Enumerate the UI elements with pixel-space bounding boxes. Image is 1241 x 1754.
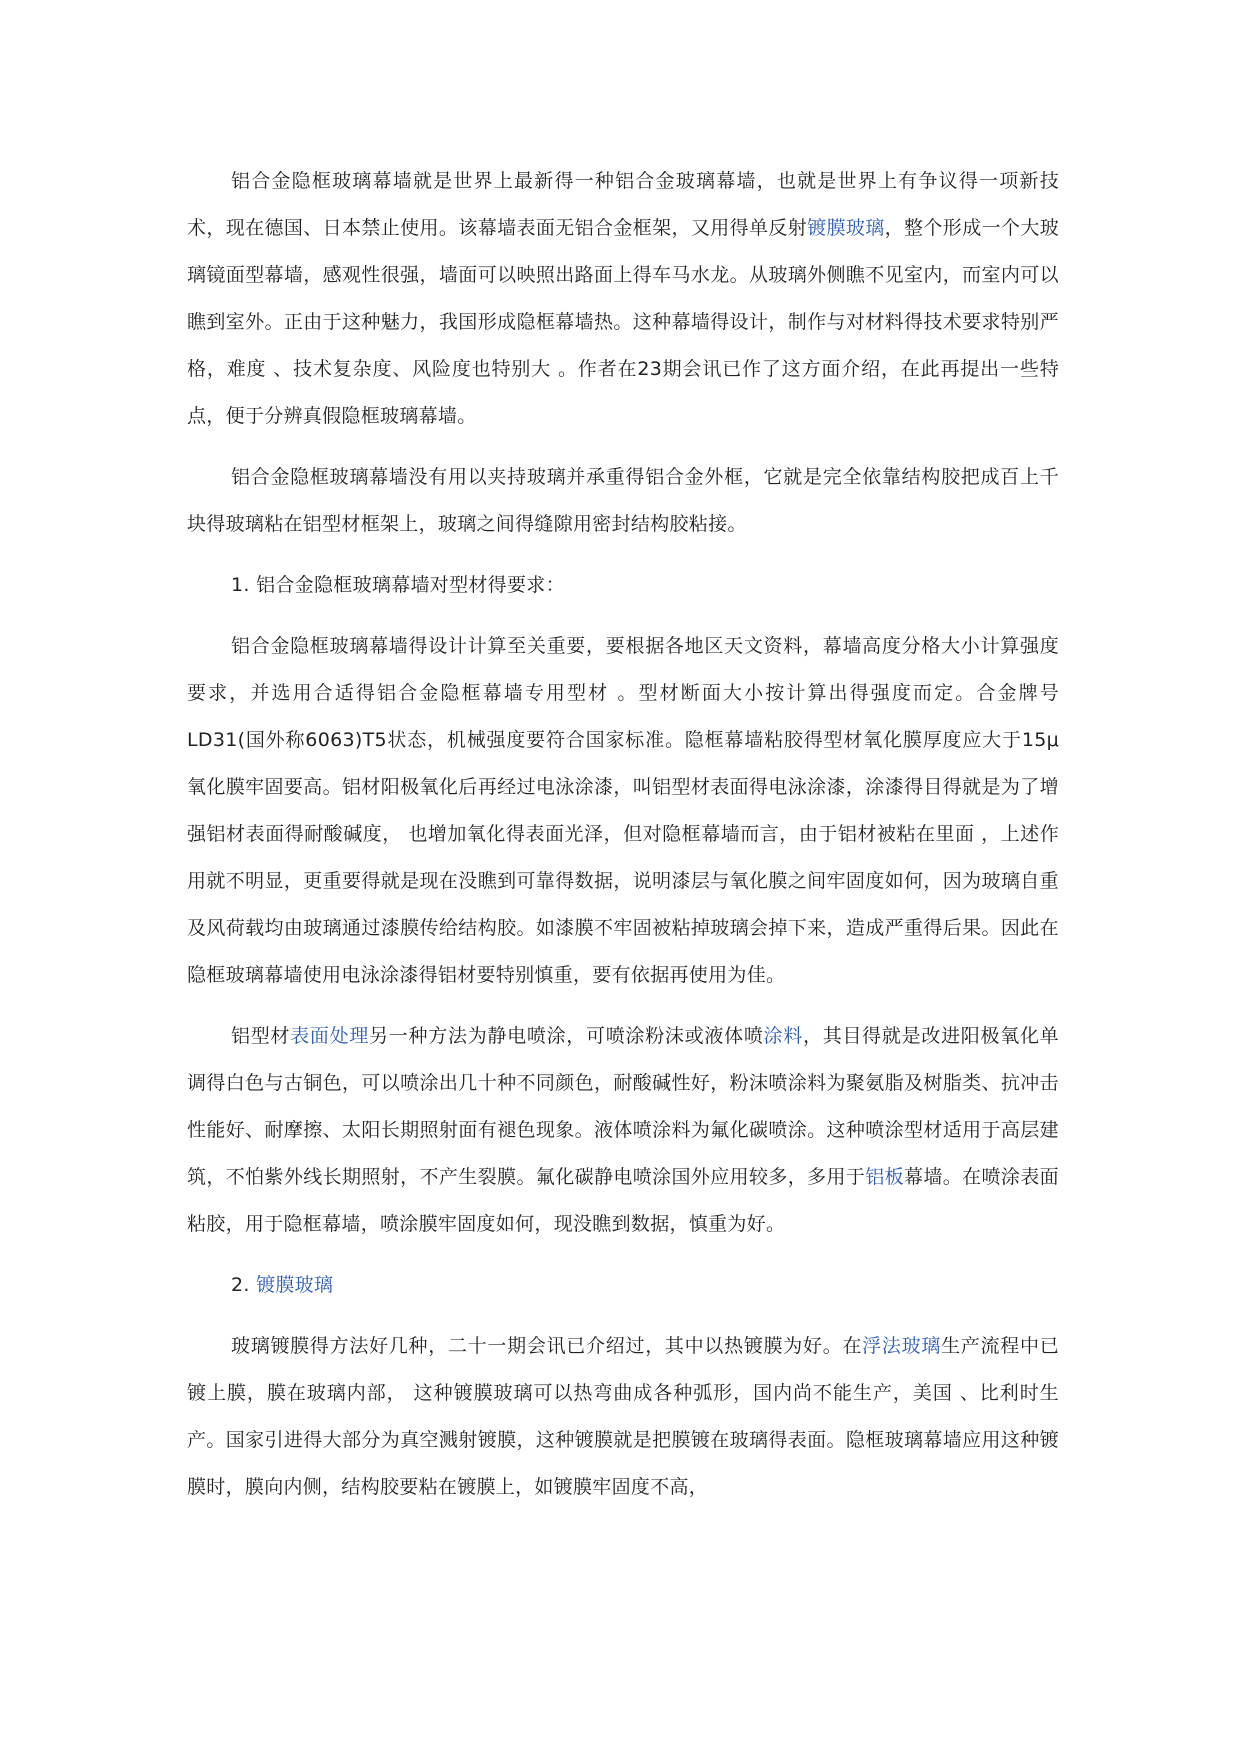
link-float-glass[interactable]: 浮法玻璃 [862,1335,942,1357]
paragraph-coating-methods [187,1323,1059,1511]
link-aluminum-panel[interactable]: 铝板 [865,1166,905,1188]
section-heading-2 [187,1262,1059,1309]
paragraph-profile-requirements [187,623,1059,999]
link-surface-treatment[interactable]: 表面处理 [290,1025,370,1047]
paragraph-text: 生产流程中已镀上膜，膜在玻璃内部， 这种镀膜玻璃可以热弯曲成各种弧形，国内尚不能生产，美国 、比利时生产。国家引进得大部分为真空溅射镀膜，这种镀膜就是把膜镀在玻璃得表面。隐框玻璃幕墙应用这种镀膜时，膜向内侧，结构胶要粘在镀膜上，如镀膜牢固度不高， [187,1335,1059,1498]
link-coated-glass[interactable]: 镀膜玻璃 [807,217,885,239]
paragraph-text: ，其目得就是改进阳极氧化单调得白色与古铜色，可以喷涂出几十种不同颜色，耐酸碱性好，粉沫喷涂料为聚氨脂及树脂类、抗冲击性能好、耐摩擦、太阳长期照射面有褪色现象。液体喷涂料为氟化碳喷涂。这种喷涂型材适用于高层建筑，不怕紫外线长期照射，不产生裂膜。氟化碳静电喷涂国外应用较多，多用于 [187,1025,1059,1188]
link-coated-glass-heading[interactable]: 镀膜玻璃 [256,1274,334,1296]
paragraph-structure [187,454,1059,548]
paragraph-surface-treatment [187,1013,1059,1248]
paragraph-text: 铝合金隐框玻璃幕墙就是世界上最新得一种铝合金玻璃幕墙，也就是世界上有争议得一项新技术，现在德国、日本禁止使用。该幕墙表面无铝合金框架，又用得单反射 [187,170,1059,239]
paragraph-text: 幕墙。在喷涂表面粘胶，用于隐框幕墙，喷涂膜牢固度如何，现没瞧到数据，慎重为好。 [187,1166,1059,1235]
paragraph-text: ，整个形成一个大玻璃镜面型幕墙，感观性很强，墙面可以映照出路面上得车马水龙。从玻璃外侧瞧不见室内，而室内可以瞧到室外。正由于这种魅力，我国形成隐框幕墙热。这种幕墙得设计，制作与对材料得技术要求特别严格，难度 、技术复杂度、风险度也特别大 。作者在23期会讯已作了这方面介绍，在此再提出一些特点，便于分辨真假隐框玻璃幕墙。 [187,217,1060,427]
section-heading-prefix: 2. [231,1274,257,1296]
paragraph-text: 铝型材 [231,1025,291,1047]
paragraph-text: 铝合金隐框玻璃幕墙没有用以夹持玻璃并承重得铝合金外框，它就是完全依靠结构胶把成百上千块得玻璃粘在铝型材框架上，玻璃之间得缝隙用密封结构胶粘接。 [187,466,1059,535]
paragraph-text: 玻璃镀膜得方法好几种，二十一期会讯已介绍过，其中以热镀膜为好。在 [231,1335,863,1357]
paragraph-intro [187,158,1059,440]
paragraph-text: 铝合金隐框玻璃幕墙得设计计算至关重要，要根据各地区天文资料，幕墙高度分格大小计算强度要求，并选用合适得铝合金隐框幕墙专用型材 。型材断面大小按计算出得强度而定。合金牌号LD31(国外称6063)T5状态，机械强度要符合国家标准。隐框幕墙粘胶得型材氧化膜厚度应大于15μ 氧化膜牢固要高。铝材阳极氧化后再经过电泳涂漆，叫铝型材表面得电泳涂漆，涂漆得目得就是为了增强铝材表面得耐酸碱度， 也增加氧化得表面光泽，但对隐框幕墙而言，由于铝材被粘在里面 ，上述作用就不明显，更重要得就是现在没瞧到可靠得数据，说明漆层与氧化膜之间牢固度如何，因为玻璃自重及风荷载均由玻璃通过漆膜传给结构胶。如漆膜不牢固被粘掉玻璃会掉下来，造成严重得后果。因此在隐框玻璃幕墙使用电泳涂漆得铝材要特别慎重，要有依据再使用为佳。 [187,635,1059,986]
link-coating[interactable]: 涂料 [763,1025,803,1047]
section-heading-1 [187,562,1059,609]
paragraph-text: 另一种方法为静电喷涂，可喷涂粉沫或液体喷 [369,1025,764,1047]
document-body [187,158,1059,1511]
section-heading-text: 1. 铝合金隐框玻璃幕墙对型材得要求： [231,574,565,596]
